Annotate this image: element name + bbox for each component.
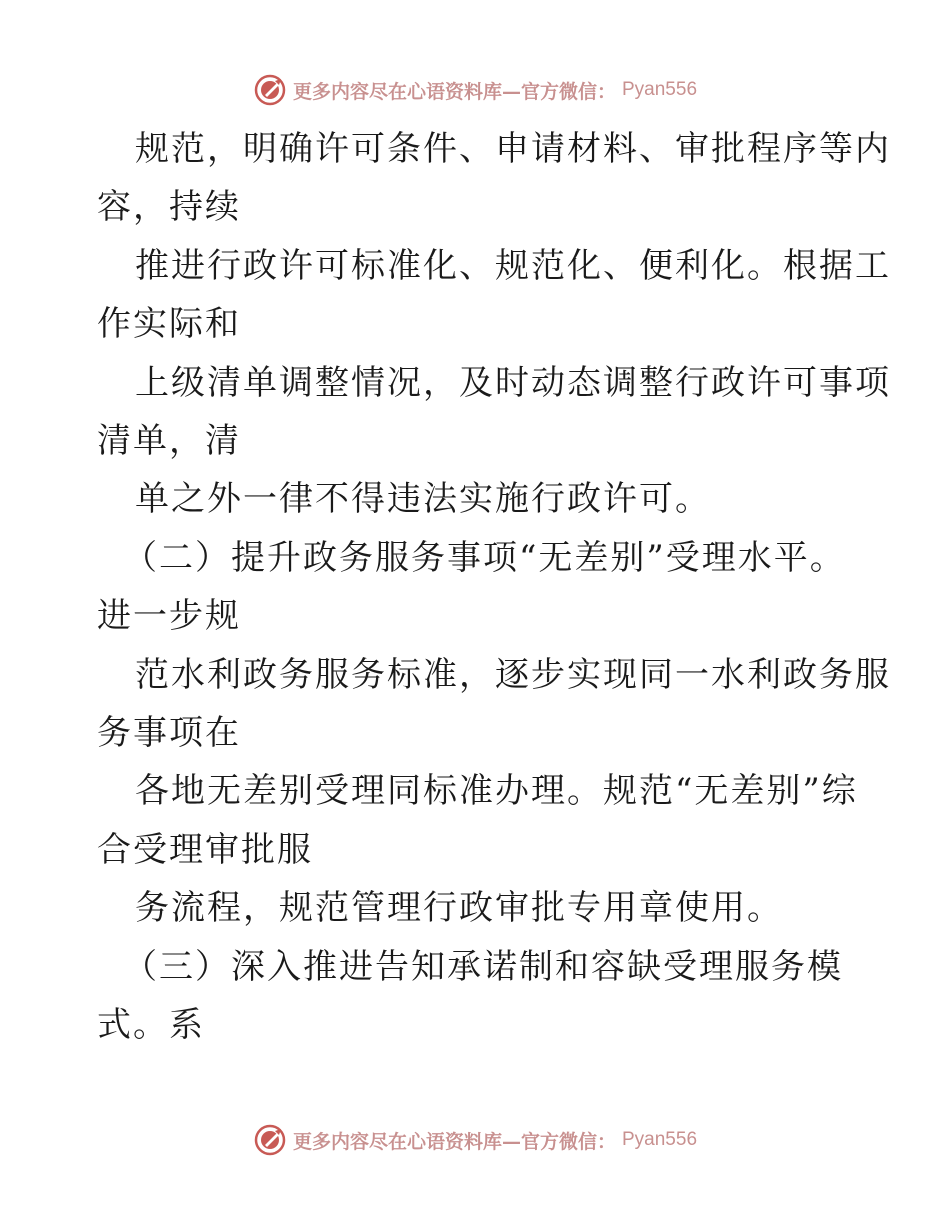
watermark-wechat-id: Pyan556: [622, 1129, 698, 1150]
paragraph-1: 规范，明确许可条件、申请材料、审批程序等内 容，持续: [97, 129, 891, 228]
paragraph-2: 推进行政许可标准化、规范化、便利化。根据工 作实际和: [97, 245, 891, 345]
section-heading-2: （二）提升政务服务事项“无差别”受理水平。 进一步规: [97, 537, 846, 637]
header-watermark: [0, 70, 950, 110]
watermark-wechat-id: Pyan556: [622, 79, 698, 100]
document-body: [97, 120, 891, 1055]
paragraph-3: 上级清单调整情况，及时动态调整行政许可事项 清单，清: [97, 362, 891, 462]
watermark-text: 更多内容尽在心语资料库—官方微信：: [292, 1130, 616, 1153]
paragraph-7: 务流程，规范管理行政审批专用章使用。: [135, 888, 783, 929]
watermark-text: 更多内容尽在心语资料库—官方微信：: [292, 80, 616, 103]
pen-logo-icon: [253, 73, 287, 107]
section-heading-3: （三）深入推进告知承诺制和容缺受理服务模 式。系: [97, 946, 843, 1046]
pen-logo-icon: [253, 1123, 287, 1157]
paragraph-6: 各地无差别受理同标准办理。规范“无差别”综 合受理审批服: [97, 771, 858, 870]
paragraph-4: 单之外一律不得违法实施行政许可。: [135, 479, 711, 520]
footer-watermark: [0, 1120, 950, 1160]
paragraph-5: 范水利政务服务标准，逐步实现同一水利政务服 务事项在: [97, 654, 891, 754]
